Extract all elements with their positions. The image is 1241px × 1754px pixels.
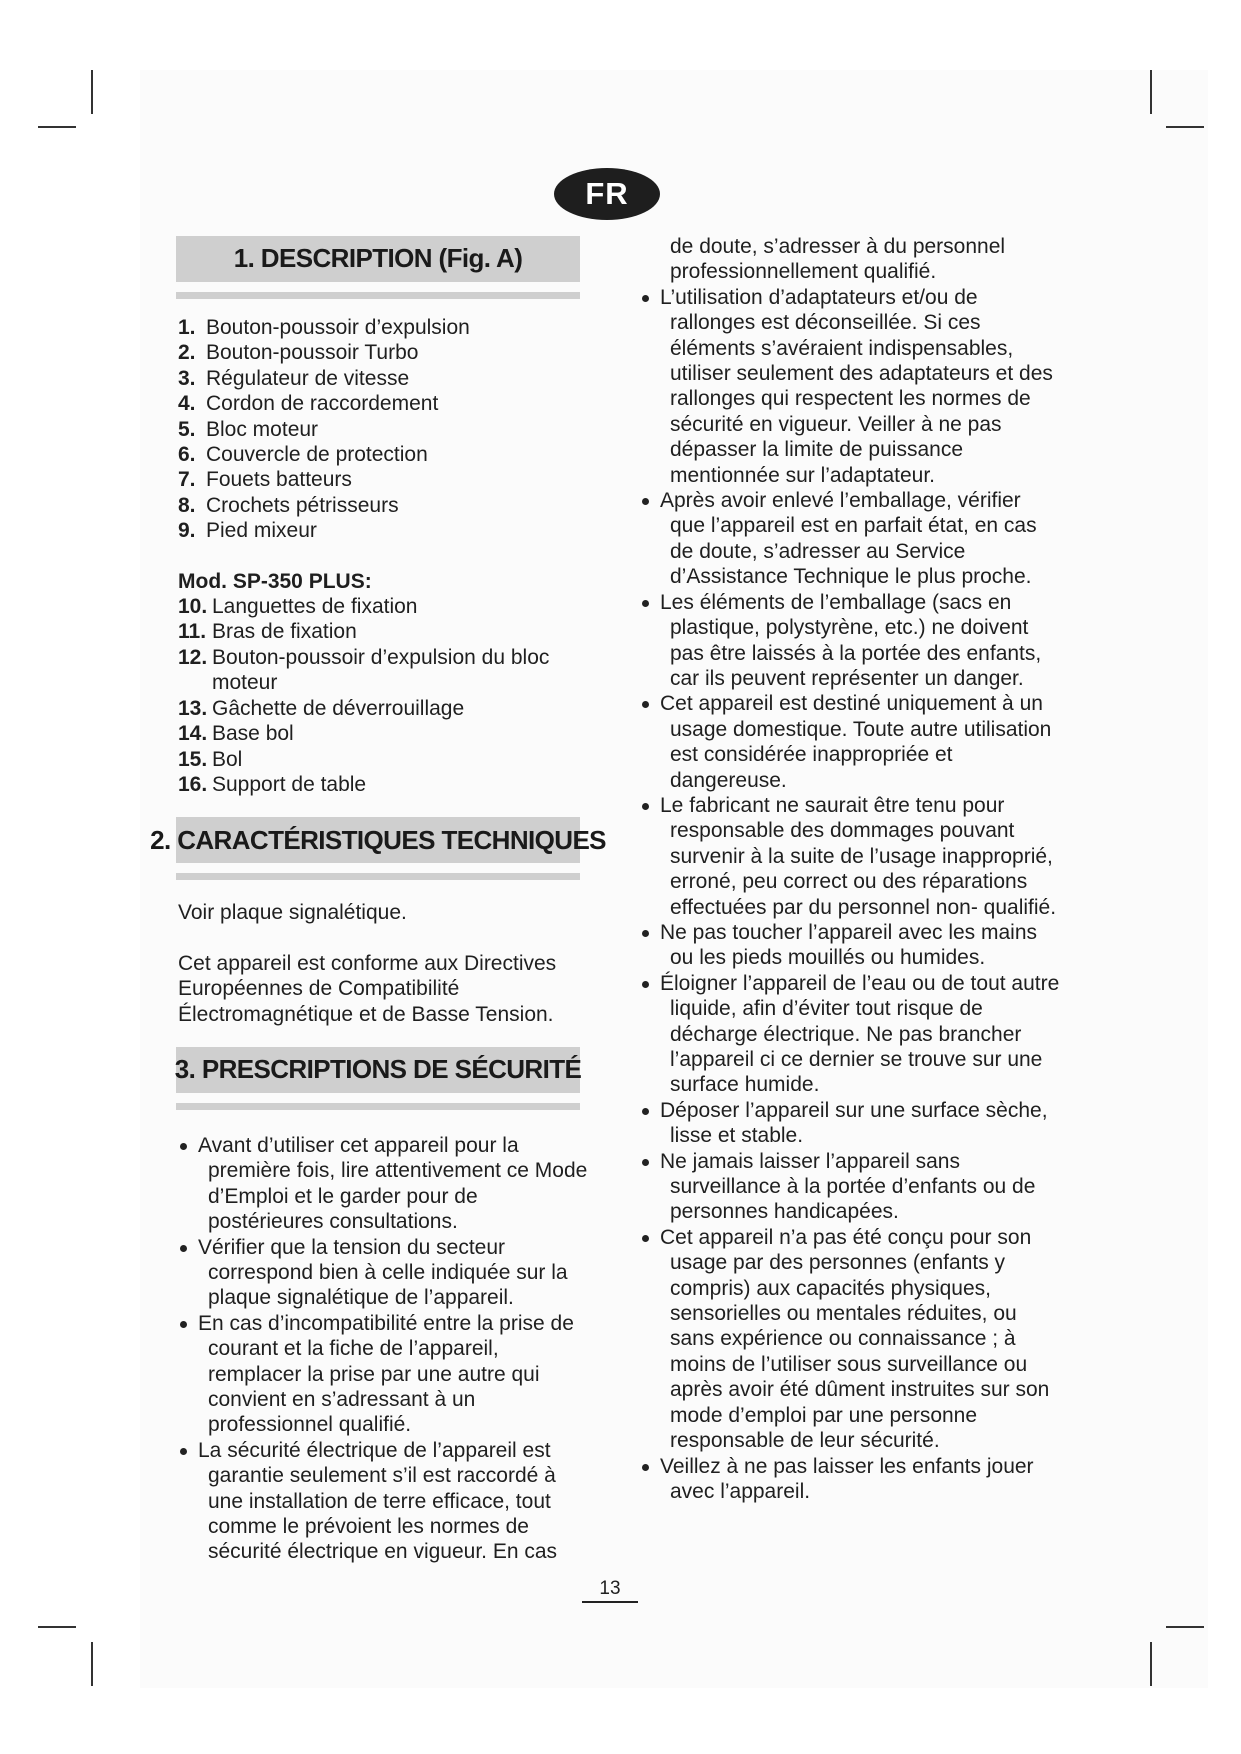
crop-mark-bottom-right-h: [1166, 1626, 1204, 1628]
item-text: Bol: [212, 747, 243, 771]
list-item: [178, 442, 588, 467]
item-text: Couvercle de protection: [206, 443, 428, 467]
item-text: Bouton-poussoir d’expulsion du bloc moteur: [212, 645, 550, 695]
safety-bullet: L’utilisation d’adaptateurs et/ou de rallonges est déconseillée. Si ces éléments s’avéraient indispensables, utiliser seulement des adaptateurs et des rallonges qui respectent les normes de sécurité en vigueur. Veiller à ne pas dépasser la limite de puissance mentionnée sur l’adaptateur.: [640, 285, 1060, 488]
safety-bullet: Cet appareil est destiné uniquement à un usage domestique. Toute autre utilisation est considérée inappropriée et dangereuse.: [640, 691, 1060, 793]
crop-mark-top-right: [1150, 70, 1152, 114]
safety-bullet: Avant d’utiliser cet appareil pour la première fois, lire attentivement ce Mode d’Emploi et le garder pour de postérieures consultations.: [178, 1133, 588, 1235]
item-text: Pied mixeur: [206, 519, 317, 543]
list-item: [178, 747, 588, 772]
item-number: 15.: [178, 747, 208, 771]
safety-bullet: Les éléments de l’emballage (sacs en plastique, polystyrène, etc.) ne doivent pas être laissés à la portée des enfants, car ils peuvent représenter un danger.: [640, 590, 1060, 692]
safety-bullet: La sécurité électrique de l’appareil est garantie seulement s’il est raccordé à une installation de terre efficace, tout comme le prévoient les normes de sécurité électrique en vigueur. En cas: [178, 1438, 588, 1565]
list-item: [178, 391, 588, 416]
tech-specs-text: Voir plaque signalétique.: [178, 901, 407, 925]
item-number: 10.: [178, 595, 208, 619]
safety-bullet: Ne jamais laisser l’appareil sans surveillance à la portée d’enfants ou de personnes handicapées.: [640, 1149, 1060, 1225]
list-item: [178, 315, 588, 340]
list-item: [178, 493, 588, 518]
item-number: 12.: [178, 645, 208, 669]
item-number: 3.: [178, 366, 196, 390]
safety-bullet: Éloigner l’appareil de l’eau ou de tout autre liquide, afin d’éviter tout risque de décharge électrique. Ne pas brancher l’appareil ci ce dernier se trouve sur une surface humide.: [640, 971, 1060, 1098]
list-item: [178, 645, 588, 696]
item-number: 6.: [178, 443, 196, 467]
item-text: Support de table: [212, 772, 367, 796]
crop-mark-top-left: [91, 70, 93, 114]
section-divider: [176, 292, 580, 299]
right-column: [640, 234, 1060, 1504]
item-number: 11.: [178, 620, 207, 644]
item-text: Gâchette de déverrouillage: [212, 696, 465, 720]
item-number: 14.: [178, 722, 208, 746]
item-number: 1.: [178, 316, 196, 339]
item-text: Bloc moteur: [206, 417, 319, 441]
section-3-title: 3. PRESCRIPTIONS DE SÉCURITÉ: [176, 1047, 580, 1093]
model-heading: Mod. SP-350 PLUS:: [178, 569, 372, 593]
item-number: 7.: [178, 468, 196, 492]
safety-continuation: de doute, s’adresser à du personnel professionnellement qualifié.: [670, 235, 1006, 284]
safety-bullet: Vérifier que la tension du secteur correspond bien à celle indiquée sur la plaque signalétique de l’appareil.: [178, 1235, 588, 1311]
safety-bullet: Cet appareil n’a pas été conçu pour son usage par des personnes (enfants y compris) aux capacités physiques, sensorielles ou mentales réduites, ou sans expérience ou connaissance ; à moins de l’utiliser sous surveillance ou après avoir été dûment instruites sur son mode d’emploi par une personne responsable de leur sécurité.: [640, 1225, 1060, 1454]
section-divider: [176, 1103, 580, 1110]
list-item: [178, 619, 588, 644]
list-item: [178, 594, 588, 619]
safety-bullet: Après avoir enlevé l’emballage, vérifier que l’appareil est en parfait état, en cas de doute, s’adresser au Service d’Assistance Technique le plus proche.: [640, 488, 1060, 590]
description-list: [178, 315, 588, 544]
list-item: [178, 696, 588, 721]
compliance-text: Cet appareil est conforme aux Directives Européennes de Compatibilité Électromagnétique et de Basse Tension.: [178, 951, 557, 1026]
page-number: 13: [582, 1578, 638, 1603]
list-item: [178, 417, 588, 442]
item-text: Régulateur de vitesse: [206, 366, 410, 390]
item-text: Crochets pétrisseurs: [206, 493, 399, 517]
safety-bullet: En cas d’incompatibilité entre la prise de courant et la fiche de l’appareil, remplacer la prise par une autre qui convient en s’adressant à un professionnel qualifié.: [178, 1311, 588, 1438]
item-number: 5.: [178, 417, 196, 441]
model-parts-list: [178, 594, 588, 797]
list-item: [178, 772, 588, 797]
item-number: 8.: [178, 493, 196, 517]
safety-bullet: Le fabricant ne saurait être tenu pour responsable des dommages pouvant survenir à la suite de l’usage inapproprié, erroné, peu correct ou des réparations effectuées par du personnel non- qualifié.: [640, 793, 1060, 920]
list-item: [178, 721, 588, 746]
item-number: 9.: [178, 519, 196, 543]
section-divider: [176, 873, 580, 880]
item-number: 13.: [178, 696, 208, 720]
crop-mark-top-left-h: [38, 126, 76, 128]
crop-mark-top-right-h: [1166, 126, 1204, 128]
item-number: 16.: [178, 772, 208, 796]
item-number: 2.: [178, 341, 196, 365]
section-2-title: 2. CARACTÉRISTIQUES TECHNIQUES: [176, 817, 580, 863]
item-text: Languettes de fixation: [212, 595, 418, 619]
list-item: [178, 340, 588, 365]
item-number: 4.: [178, 392, 196, 416]
safety-list-left: [178, 1133, 588, 1565]
safety-bullet: Ne pas toucher l’appareil avec les mains ou les pieds mouillés ou humides.: [640, 920, 1060, 971]
safety-bullet: Veillez à ne pas laisser les enfants jouer avec l’appareil.: [640, 1454, 1060, 1505]
item-text: Cordon de raccordement: [206, 392, 439, 416]
item-text: Bouton-poussoir d’expulsion: [206, 316, 470, 339]
list-item: [178, 518, 588, 543]
list-item: [178, 467, 588, 492]
item-text: Bras de fixation: [212, 620, 357, 644]
item-text: Base bol: [212, 722, 294, 746]
safety-list-right: [640, 285, 1060, 1505]
crop-mark-bottom-right: [1150, 1642, 1152, 1686]
language-badge: FR: [554, 168, 660, 220]
left-column: [150, 236, 606, 1565]
section-1-title: 1. DESCRIPTION (Fig. A): [176, 236, 580, 282]
list-item: [178, 366, 588, 391]
crop-mark-bottom-left: [91, 1642, 93, 1686]
safety-bullet: Déposer l’appareil sur une surface sèche, lisse et stable.: [640, 1098, 1060, 1149]
item-text: Bouton-poussoir Turbo: [206, 341, 419, 365]
item-text: Fouets batteurs: [206, 468, 352, 492]
crop-mark-bottom-left-h: [38, 1626, 76, 1628]
